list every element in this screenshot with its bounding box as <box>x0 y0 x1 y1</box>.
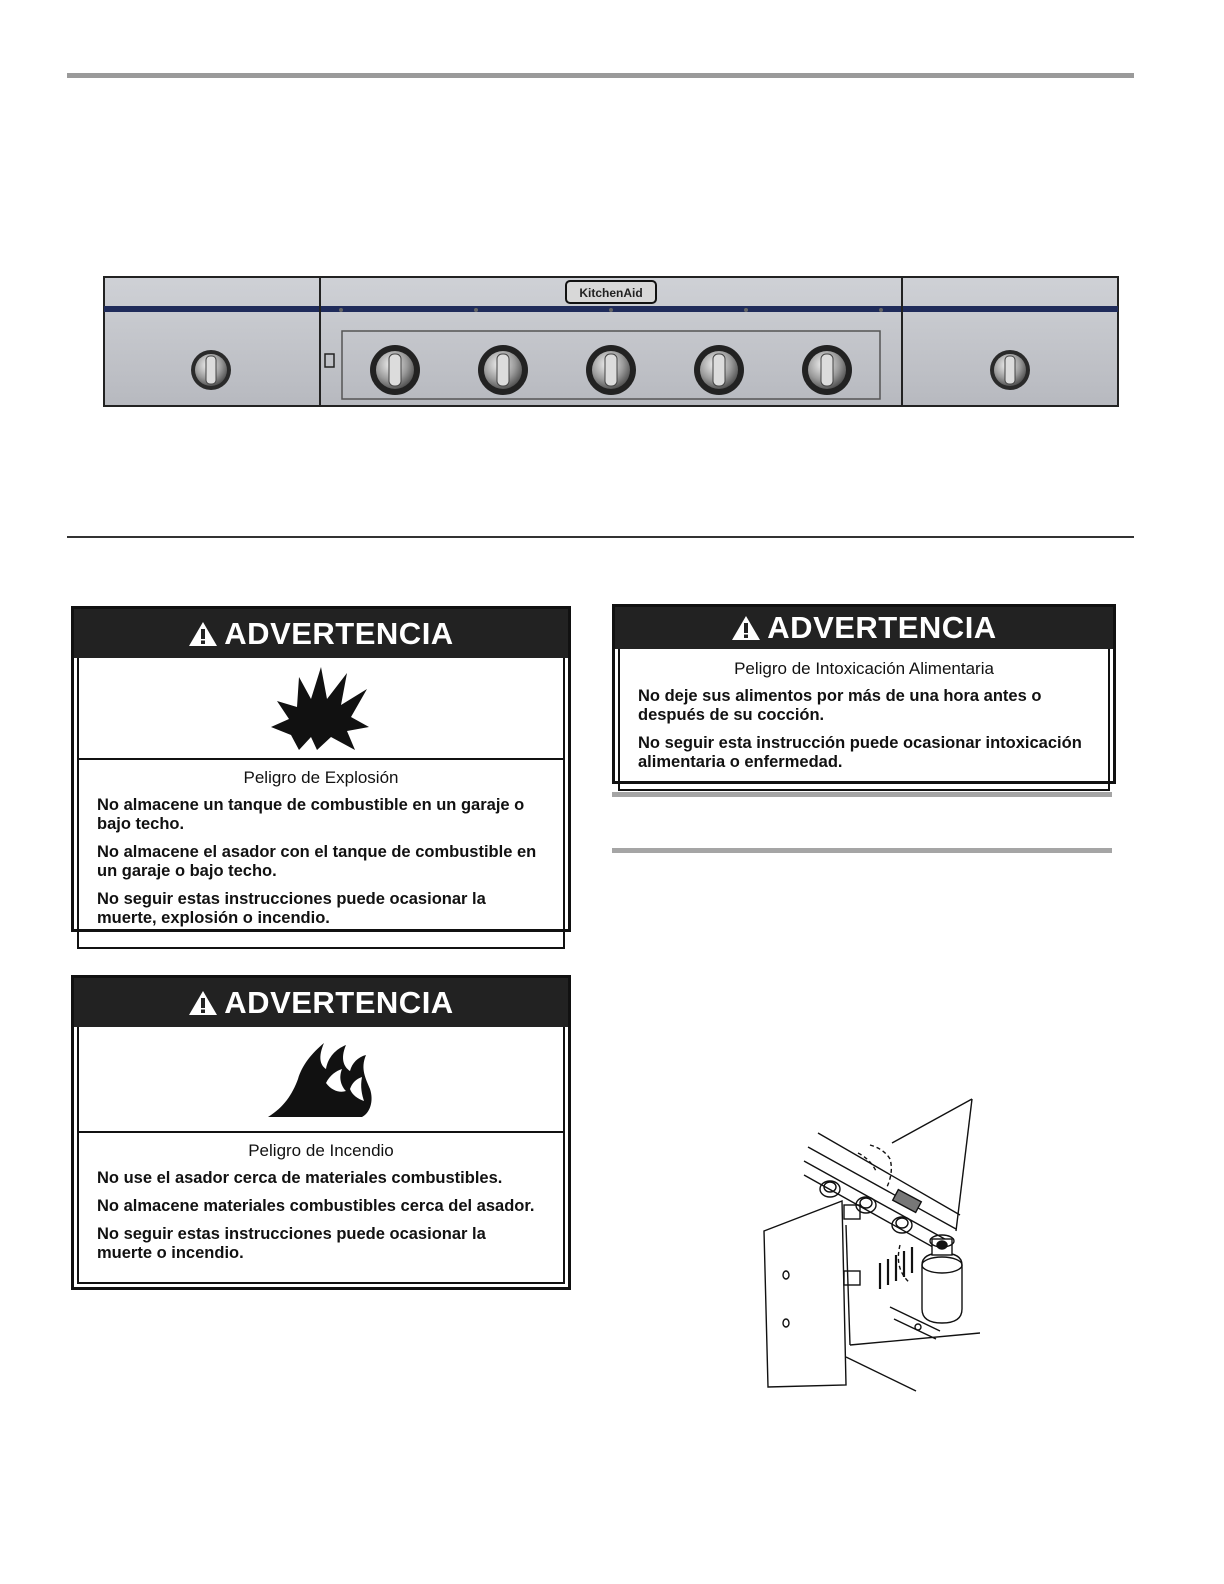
gray-rule <box>612 792 1112 797</box>
burner-knob-4 <box>694 345 744 395</box>
warning-explosion-box <box>71 606 571 932</box>
side-burner-knob-right <box>990 350 1030 390</box>
top-rule <box>67 73 1134 78</box>
section-divider <box>67 536 1134 538</box>
warning-line: No deje sus alimentos por más de una hora antes o después de su cocción. <box>638 687 1042 724</box>
warning-title: ADVERTENCIA <box>767 610 997 645</box>
burner-knob-1 <box>370 345 420 395</box>
lp-tank-cabinet-illustration <box>760 1095 980 1395</box>
warning-header <box>74 609 568 658</box>
warning-line: No seguir esta instrucción puede ocasionar intoxicación alimentaria o enfermedad. <box>638 734 1082 771</box>
warning-food-box <box>612 604 1116 784</box>
explosion-icon <box>271 665 371 751</box>
warning-header <box>615 607 1113 649</box>
svg-text:KitchenAid: KitchenAid <box>579 286 643 300</box>
warning-line: No almacene el asador con el tanque de combustible en un garaje o bajo techo. <box>97 843 537 880</box>
warning-title: ADVERTENCIA <box>224 984 454 1020</box>
warning-title: ADVERTENCIA <box>224 615 454 651</box>
burner-knob-3 <box>586 345 636 395</box>
fire-icon <box>266 1039 376 1119</box>
propane-tank <box>922 1235 962 1323</box>
kitchenaid-logo <box>566 281 656 303</box>
hazard-title: Peligro de Intoxicación Alimentaria <box>734 659 994 678</box>
cabinet-knob <box>892 1217 912 1233</box>
burner-knob-2 <box>478 345 528 395</box>
warning-line: No almacene un tanque de combustible en un garaje o bajo techo. <box>97 796 525 833</box>
warning-triangle-icon <box>731 615 761 641</box>
burner-knob-5 <box>802 345 852 395</box>
warning-line: No almacene materiales combustibles cerca del asador. <box>97 1197 535 1215</box>
warning-header <box>74 978 568 1027</box>
warning-line: No seguir estas instrucciones puede ocasionar la muerte, explosión o incendio. <box>97 890 486 927</box>
grill-control-panel-illustration <box>103 276 1119 408</box>
warning-triangle-icon <box>188 990 218 1016</box>
pictogram-area <box>79 1027 563 1133</box>
warning-line: No use el asador cerca de materiales combustibles. <box>97 1169 503 1187</box>
warning-line: No seguir estas instrucciones puede ocasionar la muerte o incendio. <box>97 1225 486 1262</box>
hazard-title: Peligro de Incendio <box>248 1141 394 1160</box>
warning-triangle-icon <box>188 621 218 647</box>
side-burner-knob-left <box>191 350 231 390</box>
warning-fire-box <box>71 975 571 1290</box>
pictogram-area <box>79 658 563 760</box>
hazard-title: Peligro de Explosión <box>243 768 399 787</box>
gray-rule <box>612 848 1112 853</box>
